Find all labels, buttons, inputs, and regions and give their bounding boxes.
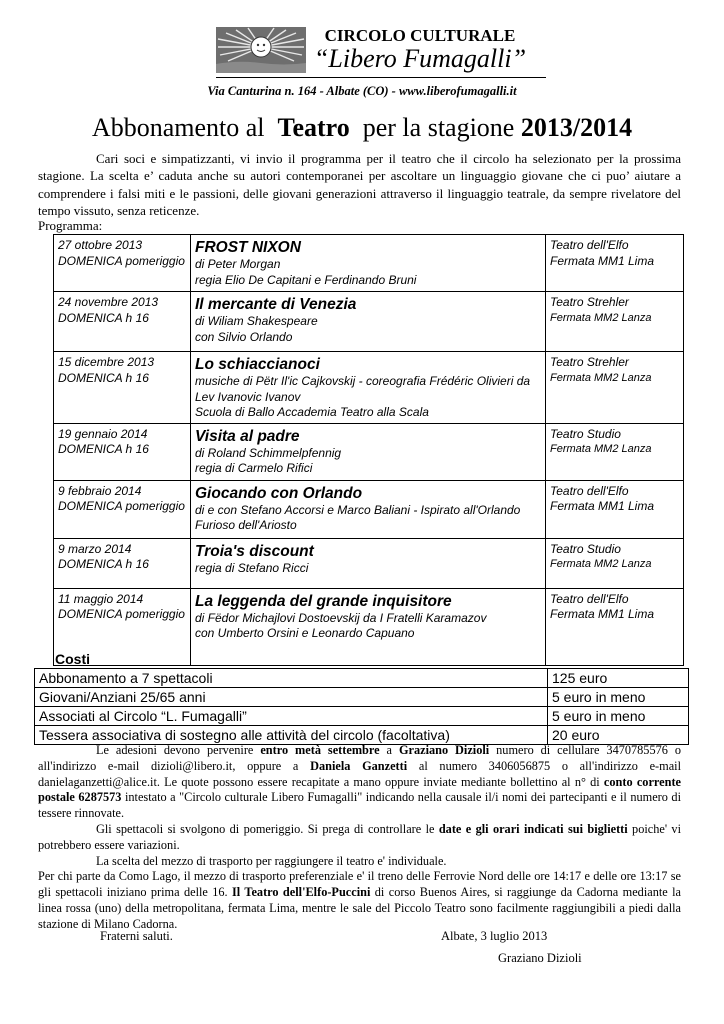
program-body [54, 235, 684, 666]
notes-text: di corso Buenos Aires, si raggiunge da Cadorna mediante la linea rossa (uno) della metropolitana, fermata Lima, mentre le sale del Piccolo Teatro sono facilmente raggiungibili a piedi dalla stazione di Milano Cadorna. [38, 885, 681, 931]
title-season: 2013/2014 [520, 113, 633, 142]
show-title: La leggenda del grande inquisitore [195, 592, 452, 610]
notes-section [38, 743, 681, 933]
cost-item: Giovani/Anziani 25/65 anni [35, 688, 548, 707]
metro-stop: Fermata MM1 Lima [550, 253, 655, 268]
cost-row [35, 688, 689, 707]
program-row [54, 352, 684, 424]
venue-name: Teatro Studio [550, 426, 621, 441]
program-date: 24 novembre 2013 [58, 295, 159, 309]
show-detail: di Roland Schimmelpfennig [195, 445, 342, 460]
program-venue-cell [546, 292, 684, 352]
program-row [54, 235, 684, 292]
cost-row [35, 726, 689, 745]
program-label: Programma: [38, 218, 103, 233]
show-detail: con Umberto Orsini e Leonardo Capuano [195, 626, 415, 640]
program-show-cell [191, 480, 546, 538]
cost-price: 125 euro [548, 669, 689, 688]
program-show-cell [191, 588, 546, 665]
program-row [54, 538, 684, 588]
metro-stop: Fermata MM2 Lanza [550, 443, 652, 455]
program-row [54, 480, 684, 538]
show-title: Visita al padre [195, 427, 300, 445]
costs-label: Costi [55, 651, 90, 667]
header-divider [216, 77, 546, 78]
metro-stop: Fermata MM1 Lima [550, 607, 655, 621]
program-venue-cell [546, 235, 684, 292]
program-time: DOMENICA pomeriggio [58, 499, 185, 513]
notes-text: Gli spettacoli si svolgono di pomeriggio. Si prega di controllare le [96, 821, 439, 836]
program-date: 9 febbraio 2014 [58, 483, 142, 498]
notes-text: a [379, 743, 399, 757]
notes-text: Per chi parte da Como Lago, il mezzo di trasporto preferenziale e' il treno delle Ferrovie Nord delle ore 14:17 e delle ore 13:17 se gli spettacoli iniziano prima delle 16. [38, 869, 681, 900]
show-title: Troia's discount [195, 542, 314, 560]
notes-contact-name: Graziano Dizioli [398, 743, 490, 757]
show-title: Lo schiaccianoci [195, 356, 320, 373]
program-venue-cell [546, 480, 684, 538]
program-date-cell [54, 423, 191, 480]
program-time: DOMENICA h 16 [58, 370, 149, 385]
program-date: 27 ottobre 2013 [58, 238, 143, 252]
show-title: FROST NIXON [195, 239, 301, 256]
letterhead [0, 0, 724, 140]
program-venue-cell [546, 538, 684, 588]
program-show-cell [191, 292, 546, 352]
org-name-line2: “Libero Fumagalli” [313, 44, 527, 73]
page-title [0, 113, 724, 143]
program-show-cell [191, 538, 546, 588]
title-prefix: Abbonamento al [91, 113, 265, 142]
program-date-cell [54, 235, 191, 292]
notes-theatre-name: Il Teatro dell'Elfo-Puccini [232, 885, 371, 900]
program-venue-cell [546, 423, 684, 480]
metro-stop: Fermata MM2 Lanza [550, 558, 652, 570]
program-time: DOMENICA h 16 [58, 557, 149, 571]
venue-name: Teatro dell'Elfo [550, 483, 629, 498]
show-detail: di Peter Morgan [195, 257, 281, 271]
program-show-cell [191, 235, 546, 292]
show-title: Giocando con Orlando [195, 484, 363, 502]
costs-body [35, 669, 689, 745]
notes-text: intestato a "Circolo culturale Libero Fumagalli" indicando nella causale il/i nomi dei partecipanti e il numero di tessere rinnovate. [38, 790, 681, 821]
cost-item: Abbonamento a 7 spettacoli [35, 669, 548, 688]
metro-stop: Fermata MM2 Lanza [550, 311, 652, 324]
cost-price: 20 euro [548, 726, 689, 745]
show-detail: regia di Carmelo Rifici [195, 461, 313, 475]
program-table [53, 234, 684, 666]
notes-deadline: entro metà settembre [260, 743, 380, 757]
closing-greeting: Fraterni saluti. [100, 929, 173, 943]
program-date-cell [54, 352, 191, 424]
show-detail: con Silvio Orlando [195, 329, 293, 344]
venue-name: Teatro dell'Elfo [550, 238, 629, 252]
sun-logo [216, 27, 306, 73]
org-address: Via Canturina n. 164 - Albate (CO) - www.liberofumagalli.it [207, 84, 517, 98]
intro-paragraph: Cari soci e simpatizzanti, vi invio il programma per il teatro che il circolo ha selezionato per la prossima stagione. La scelta e’ caduta anche su autori contemporanei per ascoltare un linguaggio giovane che ci puo’ aiutare a comprendere i falsi miti e le passioni, delle giovani generazioni attraverso il linguaggio teatrale, da sempre rivelatore del tempo vissuto, senza reticenze. [38, 151, 681, 219]
program-time: DOMENICA h 16 [58, 310, 149, 325]
notes-text: Le adesioni devono pervenire [96, 743, 261, 757]
title-middle: per la stagione [362, 113, 515, 142]
venue-name: Teatro Strehler [550, 355, 629, 369]
show-title: Il mercante di Venezia [195, 296, 357, 313]
program-row [54, 423, 684, 480]
program-date: 19 gennaio 2014 [58, 426, 148, 441]
program-time: DOMENICA h 16 [58, 442, 149, 456]
cost-price: 5 euro in meno [548, 707, 689, 726]
show-detail: Scuola di Ballo Accademia Teatro alla Scala [195, 405, 429, 419]
show-detail: di Fëdor Michajlovi Dostoevskij da I Fratelli Karamazov [195, 610, 487, 625]
notes-emphasis: date e gli orari indicati sui biglietti [438, 821, 628, 836]
venue-name: Teatro dell'Elfo [550, 591, 629, 606]
signature-name: Graziano Dizioli [498, 951, 582, 965]
show-detail: regia di Stefano Ricci [195, 560, 309, 575]
sun-logo-icon [216, 27, 306, 73]
notes-postal-account: conto corrente postale 6287573 [38, 774, 681, 805]
show-detail: di e con Stefano Accorsi e Marco Baliani - Ispirato all'Orlando Furioso dell'Ariosto [195, 502, 521, 532]
program-show-cell [191, 352, 546, 424]
cost-row [35, 669, 689, 688]
program-time: DOMENICA pomeriggio [58, 607, 185, 621]
program-show-cell [191, 423, 546, 480]
venue-name: Teatro Studio [550, 541, 621, 556]
cost-price: 5 euro in meno [548, 688, 689, 707]
program-venue-cell [546, 588, 684, 665]
program-date: 15 dicembre 2013 [58, 355, 155, 369]
program-row [54, 588, 684, 665]
notes-paragraph-directions [38, 869, 681, 932]
title-bold-teatro: Teatro [277, 113, 350, 142]
program-row [54, 292, 684, 352]
metro-stop: Fermata MM1 Lima [550, 499, 655, 513]
program-date-cell [54, 292, 191, 352]
cost-row [35, 707, 689, 726]
program-venue-cell [546, 352, 684, 424]
program-date-cell [54, 538, 191, 588]
cost-item: Associati al Circolo “L. Fumagalli” [35, 707, 548, 726]
program-date: 9 marzo 2014 [58, 541, 132, 556]
notes-paragraph-schedule [38, 822, 681, 854]
notes-paragraph-transport: La scelta del mezzo di trasporto per raggiungere il teatro e' individuale. [96, 853, 447, 868]
show-detail: musiche di Pëtr Il'ic Cajkovskij - coreografia Frédéric Olivieri da Lev Ivanovic Ivanov [195, 374, 531, 404]
costs-table [34, 668, 689, 745]
org-name-line1: CIRCOLO CULTURALE [324, 26, 516, 45]
program-date: 11 maggio 2014 [58, 591, 144, 606]
metro-stop: Fermata MM2 Lanza [550, 371, 652, 384]
program-time: DOMENICA pomeriggio [58, 253, 185, 268]
notes-paragraph-registration [38, 743, 681, 822]
notes-text: al numero 3406056875 o all'indirizzo e-mail danielaganzetti@alice.it. Le quote possono essere recapitate a mano oppure inviate mediante bollettino al n° di [38, 758, 681, 789]
show-detail: di Wiliam Shakespeare [195, 314, 318, 328]
program-date-cell [54, 480, 191, 538]
notes-contact-name: Daniela Ganzetti [310, 758, 408, 773]
cost-item: Tessera associativa di sostegno alle attività del circolo (facoltativa) [35, 726, 548, 745]
notes-text: numero di cellulare 3470785576 o all'indirizzo e-mail dizioli@libero.it, oppure a [38, 743, 681, 773]
place-and-date: Albate, 3 luglio 2013 [441, 929, 548, 943]
venue-name: Teatro Strehler [550, 295, 629, 309]
show-detail: regia Elio De Capitani e Ferdinando Bruni [195, 272, 417, 287]
notes-text: poiche' vi potrebbero essere variazioni. [38, 821, 681, 852]
